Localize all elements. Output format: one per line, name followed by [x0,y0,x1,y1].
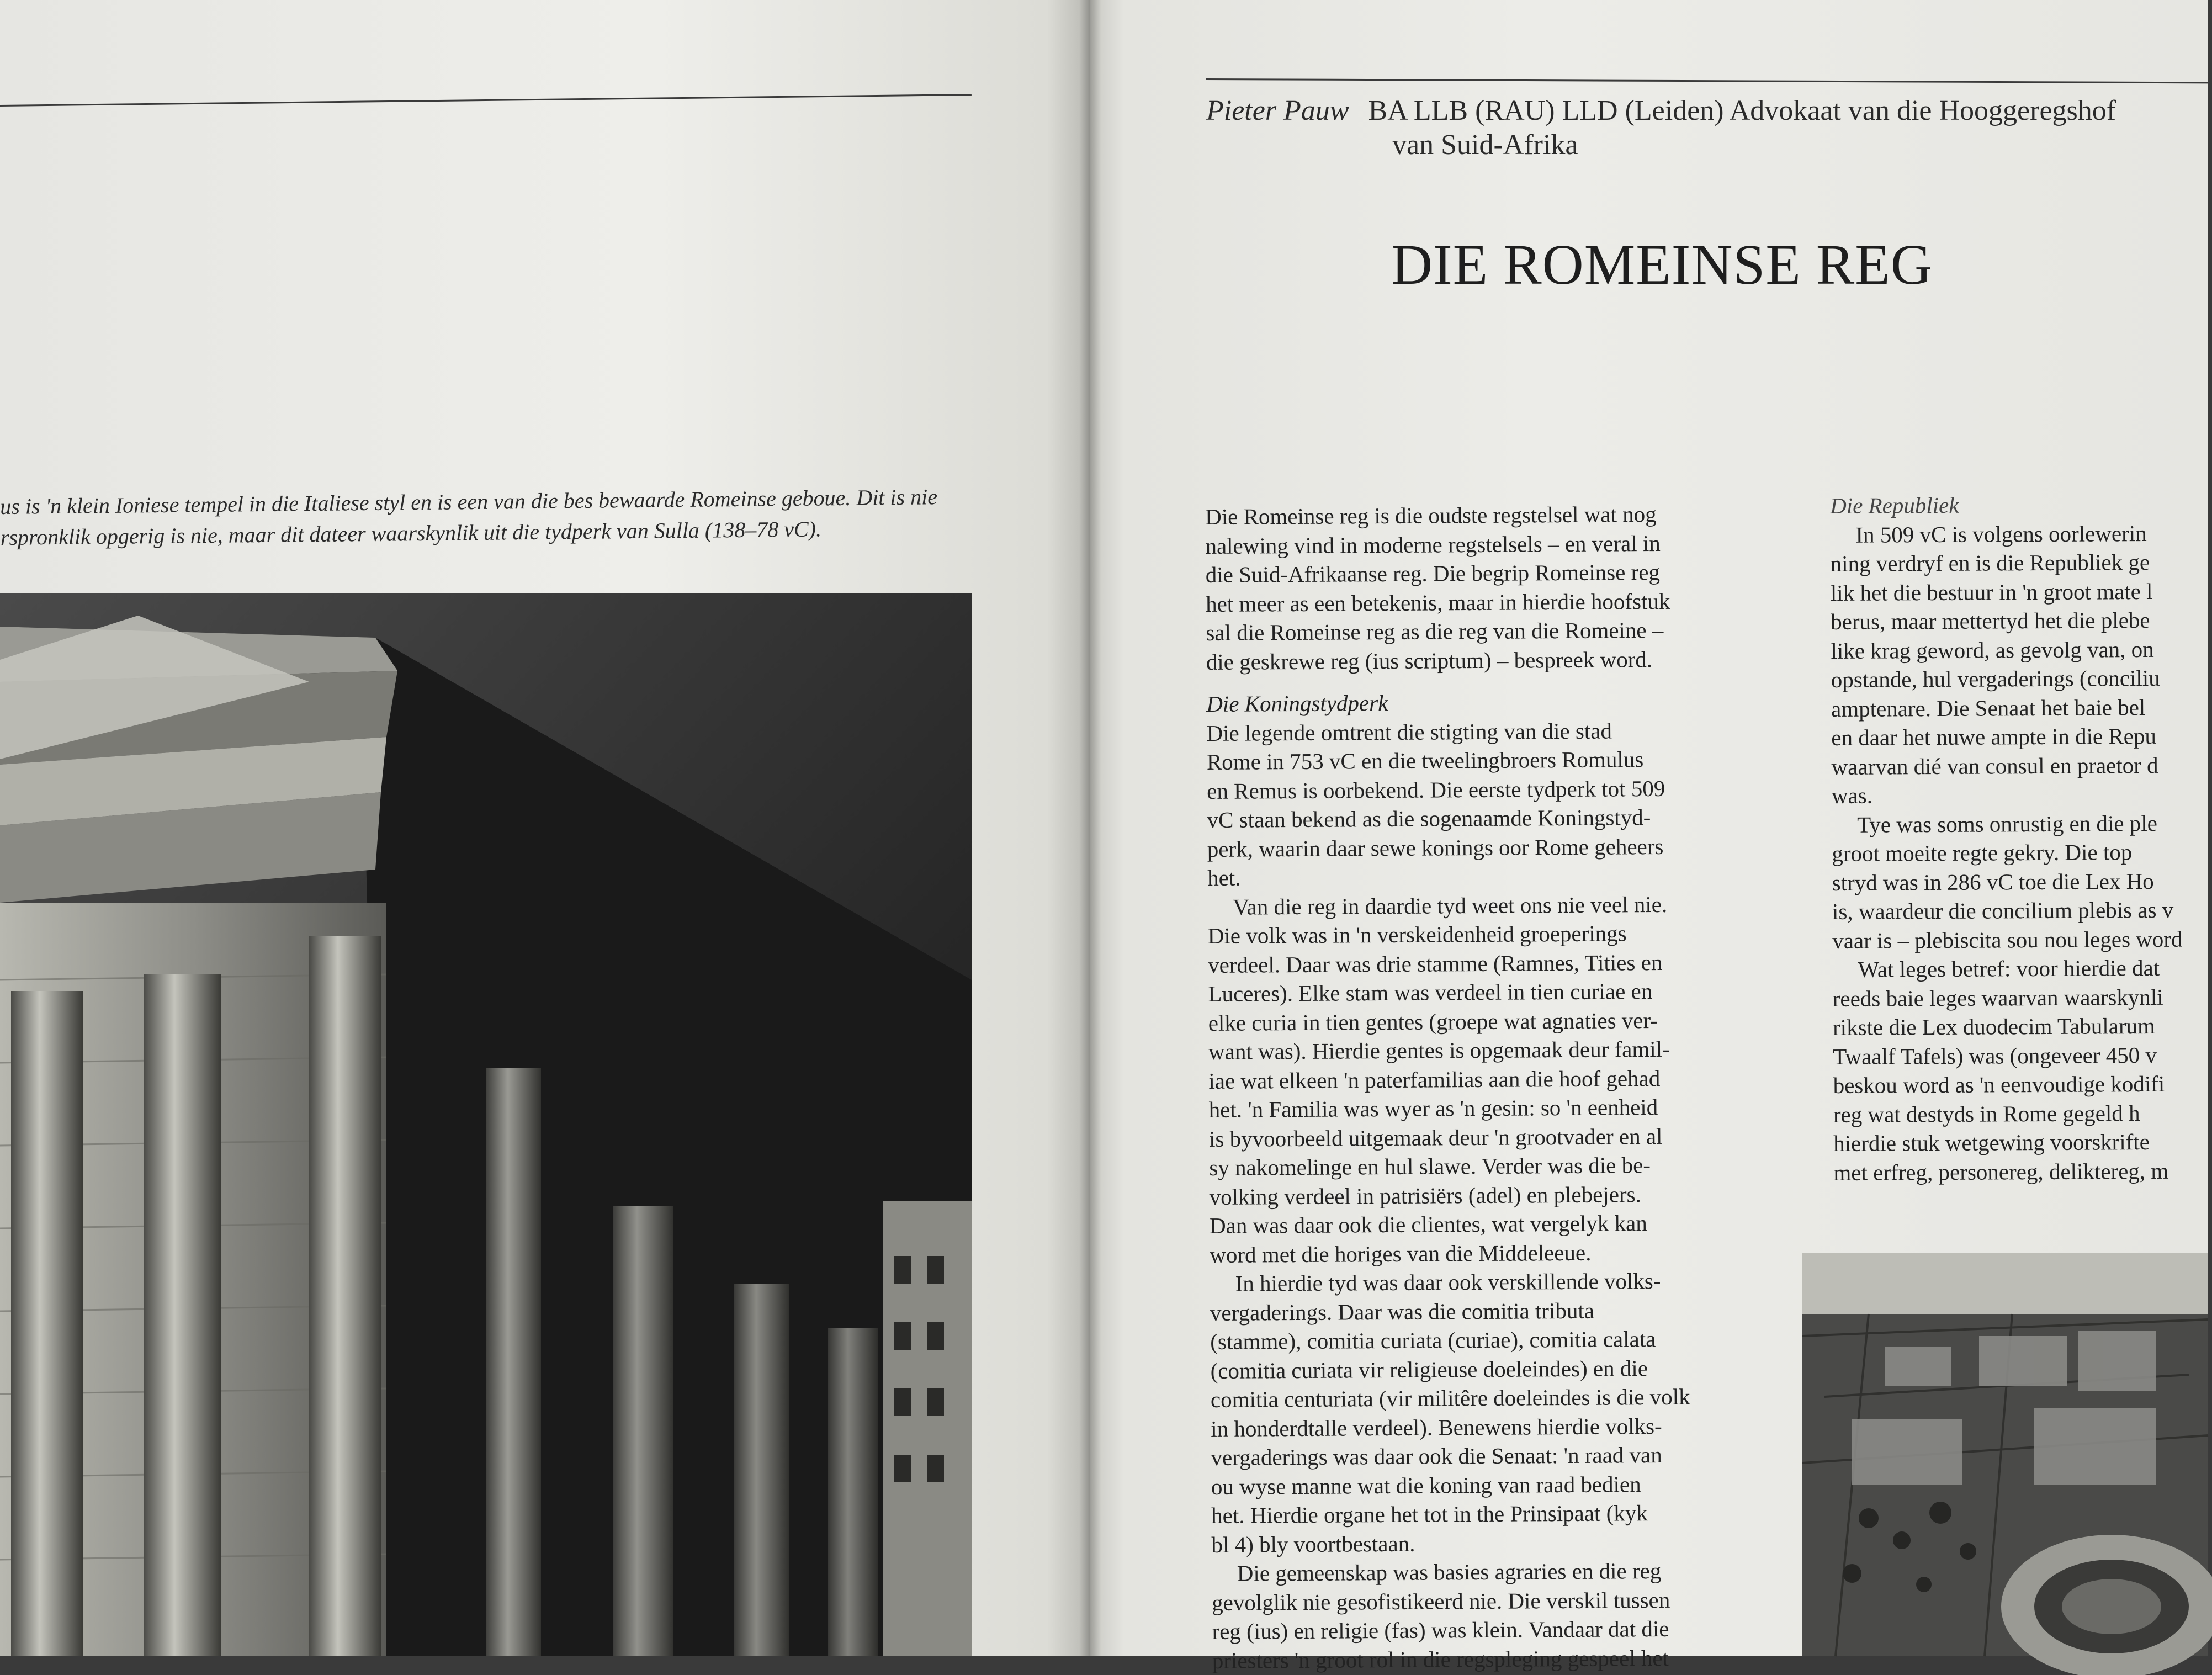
text-line: reeds baie leges waarvan waarskynli [1832,984,2163,1011]
text-line: volking verdeel in patrisiërs (adel) en plebejers. [1209,1181,1641,1210]
author-line [1206,94,2116,161]
text-line: (comitia curiata vir religieuse doeleindes) en die [1210,1355,1648,1384]
text-line: ning verdryf en is die Republiek ge [1830,549,2150,576]
text-line: perk, waarin daar sewe konings oor Rome geheers [1207,833,1664,862]
text-line: sy nakomelinge en hul slawe. Verder was die be- [1209,1152,1651,1180]
text-line: is, waardeur die concilium plebis as v [1832,897,2174,924]
paragraph [1207,889,1795,1269]
chapter-title: DIE ROMEINSE REG [1391,233,1933,296]
text-line: Die legende omtrent die stigting van die stad [1206,718,1612,746]
text-line: priesters 'n groot rol in die regspleging gespeel het [1212,1645,1669,1673]
text-line: Twaalf Tafels) was (ongeveer 450 v [1833,1042,2157,1069]
aerial-photo [1802,1253,2208,1656]
right-top-rule [1206,78,2208,83]
text-line: Die Romeinse reg is die oudste regstelsel wat nog [1205,501,1657,529]
text-line: lik het die bestuur in 'n groot mate l [1830,578,2153,606]
text-line: amptenare. Die Senaat het baie bel [1831,694,2146,722]
text-line: het. Hierdie organe het tot in the Prinsipaat (kyk [1211,1500,1648,1528]
left-page [0,0,1090,1656]
text-line: comitia centuriata (vir militêre doeleindes is die volk [1210,1384,1690,1412]
text-line: reg wat destyds in Rome gegeld h [1833,1100,2140,1127]
text-line: iae wat elkeen 'n paterfamilias aan die hoof gehad [1208,1065,1661,1094]
text-line: en daar het nuwe ampte in die Repu [1831,723,2157,750]
text-line: bl 4) bly voortbestaan. [1211,1530,1415,1557]
text-line: rikste die Lex duodecim Tabularum [1832,1013,2156,1040]
text-line: vC staan bekend as die sogenaamde Koningstyd- [1207,804,1651,833]
caption-line: rspronklik opgerig is nie, maar dit dateer waarskynlik uit die tydperk van Sulla (138–78 vC). [0,516,822,550]
text-line: vergaderings. Daar was die comitia tributa [1210,1297,1595,1326]
text-line: reg (ius) en religie (fas) was klein. Vandaar dat die [1212,1615,1669,1644]
text-line: is byvoorbeeld uitgemaak deur 'n grootvader en al [1208,1123,1663,1152]
text-line: Luceres). Elke stam was verdeel in tien curiae en [1208,978,1653,1006]
text-line: het. 'n Familia was wyer as 'n gesin: so 'n eenheid [1208,1094,1658,1122]
text-line: In 509 vC is volgens oorlewerin [1855,520,2147,548]
text-line: verdeel. Daar was drie stamme (Ramnes, Tities en [1207,949,1663,978]
text-line: gevolglik nie gesofistikeerd nie. Die verskil tussen [1212,1587,1670,1615]
text-line: Wat leges betref: voor hierdie dat [1858,955,2160,982]
author-credentials-continued: van Suid-Afrika [1392,129,1578,161]
paragraph [1212,1555,1797,1674]
text-line: Rome in 753 vC en die tweelingbroers Romulus [1206,746,1644,775]
text-line: sal die Romeinse reg as die reg van die Romeine – [1206,617,1664,645]
paragraph [1206,715,1792,892]
author-name: Pieter Pauw [1206,95,1349,126]
text-column-1 [1205,499,1797,1675]
text-line: het. [1207,865,1241,890]
text-line: (stamme), comitia curiata (curiae), comitia calata [1210,1326,1656,1354]
paragraph [1830,518,2210,810]
photo-caption [0,481,972,553]
text-line: Die volk was in 'n verskeidenheid groeperings [1207,920,1627,948]
text-line: Van die reg in daardie tyd weet ons nie veel nie. [1233,891,1668,920]
text-line: nalewing vind in moderne regstelsels – en veral in [1205,530,1661,559]
text-line: was. [1831,782,1873,808]
text-line: hierdie stuk wetgewing voorskrifte [1833,1128,2150,1156]
text-line: waarvan dié van consul en praetor d [1831,752,2158,780]
text-line: In hierdie tyd was daar ook verskillende volks- [1235,1268,1661,1296]
text-line: Tye was soms onrustig en die ple [1857,810,2157,838]
text-line: stryd was in 286 vC toe die Lex Ho [1832,868,2154,895]
text-line: die Suid-Afrikaanse reg. Die begrip Romeinse reg [1205,559,1661,587]
text-line: vaar is – plebiscita sou nou leges word [1832,926,2183,953]
author-credentials: BA LLB (RAU) LLD (Leiden) Advokaat van die Hooggeregshof [1368,95,2116,126]
text-line: met erfreg, personereg, deliktereg, m [1833,1158,2169,1185]
text-line: ou wyse manne wat die koning van raad bedien [1211,1471,1641,1499]
text-line: groot moeite regte gekry. Die top [1832,839,2133,866]
text-line: beskou word as 'n eenvoudige kodifi [1833,1070,2165,1098]
text-line: in honderdtalle verdeel). Benewens hierdie volks- [1211,1413,1662,1441]
text-line: like krag geword, as gevolg van, on [1831,636,2154,664]
text-line: opstande, hul vergaderings (conciliu [1831,665,2160,692]
caption-line: us is 'n klein Ioniese tempel in die Italiese styl en is een van die bes bewaarde Romeinse geboue. Dit is nie [0,484,938,519]
temple-illustration [0,593,972,1656]
paragraph [1832,953,2211,1187]
text-line: die geskrewe reg (ius scriptum) – bespreek word. [1206,646,1653,675]
text-line: want was). Hierdie gentes is opgemaak deur famil- [1208,1036,1670,1064]
text-line: elke curia in tien gentes (groepe wat agnaties ver- [1208,1007,1658,1036]
text-column-2 [1830,489,2212,1187]
aerial-illustration [1802,1253,2208,1656]
text-line: word met die horiges van die Middeleeue. [1210,1239,1592,1268]
intro-paragraph [1205,499,1791,676]
left-top-rule [0,94,972,107]
text-line: en Remus is oorbekend. Die eerste tydperk tot 509 [1207,775,1665,804]
temple-photo [0,593,972,1656]
text-line: vergaderings was daar ook die Senaat: 'n raad van [1211,1441,1662,1470]
section-heading: Die Koningstydperk [1206,690,1388,717]
text-line: berus, maar mettertyd het die plebe [1831,607,2150,634]
section-heading: Die Republiek [1830,492,1959,518]
text-line: Dan was daar ook die clientes, wat vergelyk kan [1209,1210,1647,1238]
book-gutter [1079,0,1101,1656]
paragraph [1832,808,2210,955]
paragraph [1210,1265,1796,1559]
text-line: Die gemeenskap was basies agraries en die reg [1237,1557,1662,1586]
text-line: het meer as een betekenis, maar in hierdie hoofstuk [1205,588,1670,617]
